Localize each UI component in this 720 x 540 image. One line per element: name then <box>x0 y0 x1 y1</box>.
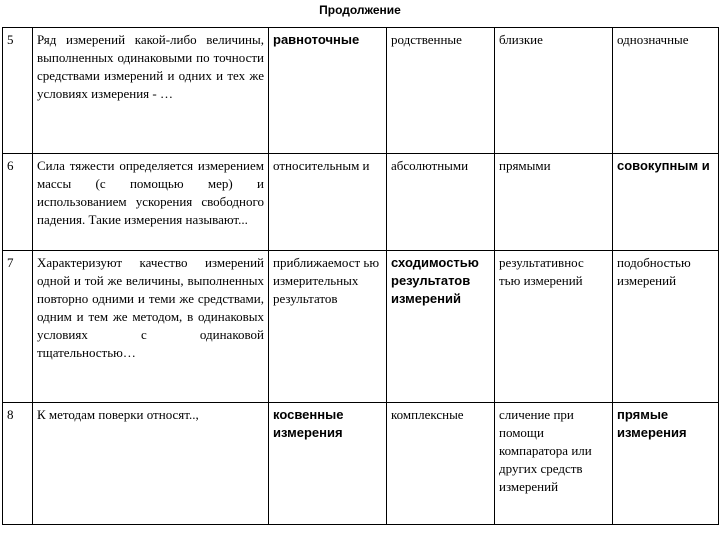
table-row <box>3 154 719 251</box>
answer-option[interactable]: результативнос тью измерений <box>495 251 613 403</box>
answer-option[interactable]: относительным и <box>269 154 387 251</box>
question-text: К методам поверки относят.., <box>33 403 269 525</box>
answer-option[interactable]: сличение при помощи компаратора или других средств измерений <box>495 403 613 525</box>
questions-table <box>2 27 719 525</box>
answer-option[interactable]: абсолютными <box>387 154 495 251</box>
question-text: Характеризуют качество измерений одной и той же величины, выполненных повторно одними и теми же средствами, одним и тем же методом, в одинаковых условиях с одинаковой тщательностью… <box>33 251 269 403</box>
answer-option[interactable]: прямые измерения <box>613 403 719 525</box>
answer-option[interactable]: близкие <box>495 28 613 154</box>
question-number: 5 <box>3 28 33 154</box>
answer-option[interactable]: равноточные <box>269 28 387 154</box>
answer-option[interactable]: косвенные измерения <box>269 403 387 525</box>
page-heading: Продолжение <box>319 3 401 17</box>
question-number: 6 <box>3 154 33 251</box>
answer-option[interactable]: приближаемост ью измерительных результатов <box>269 251 387 403</box>
table-row <box>3 403 719 525</box>
answer-option[interactable]: прямыми <box>495 154 613 251</box>
table-row <box>3 251 719 403</box>
question-number: 7 <box>3 251 33 403</box>
question-text: Ряд измерений какой-либо величины, выполненных одинаковыми по точности средствами измерений и одних и тех же условиях измерения - … <box>33 28 269 154</box>
answer-option[interactable]: подобностью измерений <box>613 251 719 403</box>
answer-option[interactable]: родственные <box>387 28 495 154</box>
answer-option[interactable]: совокупным и <box>613 154 719 251</box>
question-number: 8 <box>3 403 33 525</box>
question-text: Сила тяжести определяется измерением массы (с помощью мер) и использованием ускорения свободного падения. Такие измерения называют... <box>33 154 269 251</box>
answer-option[interactable]: сходимостью результатов измерений <box>387 251 495 403</box>
answer-option[interactable]: однозначные <box>613 28 719 154</box>
table-row <box>3 28 719 154</box>
answer-option[interactable]: комплексные <box>387 403 495 525</box>
